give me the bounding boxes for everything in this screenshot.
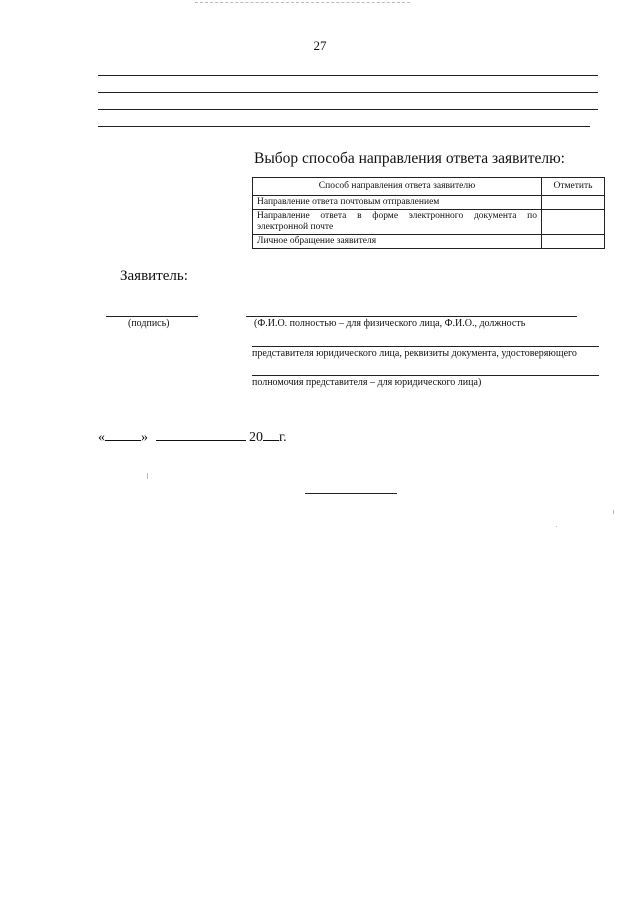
table-row [253, 210, 605, 235]
applicant-label: Заявитель: [120, 268, 188, 284]
fill-line-4 [98, 126, 590, 127]
method-cell: Направление ответа в форме электронного документа по электронной почте [253, 210, 542, 235]
scan-edge-mark [195, 2, 410, 3]
response-method-table [252, 177, 605, 249]
header-mark: Отметить [542, 178, 605, 196]
header-method: Способ направления ответа заявителю [253, 178, 542, 196]
closing-separator [305, 493, 397, 494]
name-line[interactable] [246, 316, 577, 317]
table-row [253, 235, 605, 249]
year-prefix: 20 [249, 430, 263, 445]
page-number: 27 [313, 38, 327, 53]
name-caption-1: (Ф.И.О. полностью – для физического лица, Ф.И.О., должность [254, 318, 526, 329]
date-line [98, 428, 287, 446]
scan-speck [613, 510, 614, 514]
representative-line[interactable] [252, 346, 599, 347]
day-field[interactable] [105, 428, 141, 441]
year-field[interactable] [263, 428, 279, 441]
scan-speck [556, 526, 557, 527]
mark-cell[interactable] [542, 196, 605, 210]
signature-caption: (подпись) [128, 318, 170, 329]
table-row [253, 196, 605, 210]
fill-line-3 [98, 109, 598, 110]
authority-line[interactable] [252, 375, 599, 376]
fill-line-1 [98, 75, 598, 76]
fill-line-2 [98, 92, 598, 93]
mark-cell[interactable] [542, 235, 605, 249]
name-caption-3: полномочия представителя – для юридического лица) [252, 377, 482, 388]
table-header-row [253, 178, 605, 196]
signature-line[interactable] [106, 316, 198, 317]
section-title: Выбор способа направления ответа заявителю: [254, 150, 565, 167]
year-suffix: г. [279, 430, 287, 445]
mark-cell[interactable] [542, 210, 605, 235]
date-close-quote: » [141, 430, 148, 445]
scan-speck [147, 473, 148, 479]
month-field[interactable] [156, 428, 246, 441]
method-cell: Направление ответа почтовым отправлением [253, 196, 542, 210]
date-open-quote: « [98, 430, 105, 445]
method-cell: Личное обращение заявителя [253, 235, 542, 249]
name-caption-2: представителя юридического лица, реквизиты документа, удостоверяющего [252, 348, 577, 359]
